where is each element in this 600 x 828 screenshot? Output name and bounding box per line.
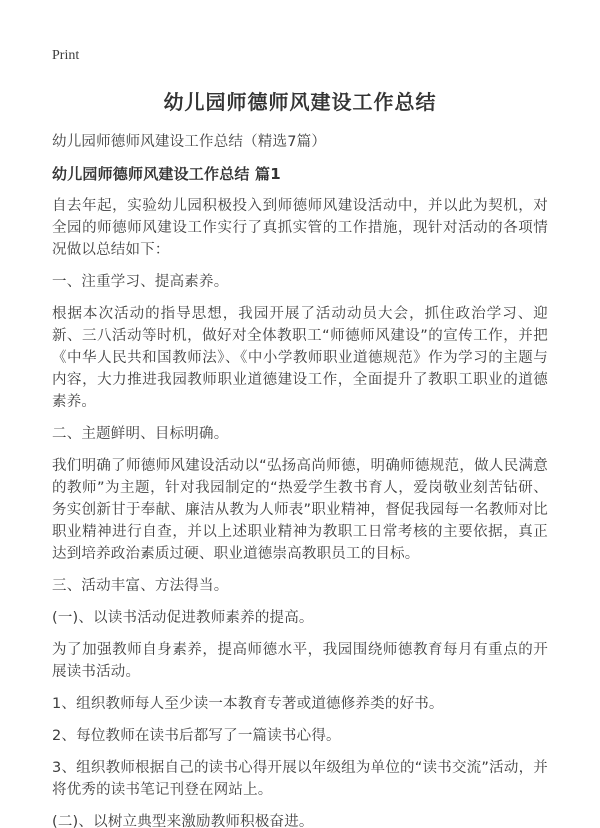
page-title: 幼儿园师德师风建设工作总结 — [163, 90, 437, 114]
list-item-1: 1、组织教师每人至少读一本教育专著或道德修养类的好书。 — [52, 696, 444, 712]
article-heading: 幼儿园师德师风建设工作总结 篇1 — [52, 165, 281, 183]
subsection-1-title: (一)、以读书活动促进教师素养的提高。 — [52, 610, 314, 626]
list-item-2: 2、每位教师在读书后都写了一篇读书心得。 — [52, 728, 341, 744]
subtitle: 幼儿园师德师风建设工作总结（精选7篇） — [52, 134, 327, 150]
subsection-2-title: (二)、以树立典型来激励教师积极奋进。 — [52, 814, 314, 828]
section-1-paragraph: 根据本次活动的指导思想，我园开展了活动动员大会，抓住政治学习、迎新、三八活动等时机，做好对全体教职工“师德师风建设”的宣传工作，并把《中华人民共和国教师法》、《中小学教师职业道德规范》作为学习的主题与内容，大力推进我园教师职业道德建设工作，全面提升了教职工职业的道德素养。 — [52, 306, 548, 410]
section-1-title: 一、注重学习、提高素养。 — [52, 274, 229, 290]
subsection-1-paragraph: 为了加强教师自身素养，提高师德水平，我园围绕师德教育每月有重点的开展读书活动。 — [52, 642, 548, 680]
section-2-paragraph: 我们明确了师德师风建设活动以“弘扬高尚师德，明确师德规范，做人民满意的教师”为主题，针对我园制定的“热爱学生教书育人，爱岗敬业刻苦钻研、务实创新甘于奉献、廉洁从教为人师表”职业精神，督促我园每一名教师对比职业精神进行自查，并以上述职业精神为教职工日常考核的主要依据，真正达到培养政治素质过硬、职业道德崇高教职员工的目标。 — [52, 458, 548, 562]
section-2-title: 二、主题鲜明、目标明确。 — [52, 426, 229, 442]
print-link[interactable]: Print — [52, 48, 80, 63]
list-item-3: 3、组织教师根据自己的读书心得开展以年级组为单位的“读书交流”活动，并将优秀的读书笔记刊登在网站上。 — [52, 760, 548, 798]
intro-paragraph: 自去年起，实验幼儿园积极投入到师德师风建设活动中，并以此为契机，对全园的师德师风建设工作实行了真抓实管的工作措施，现针对活动的各项情况做以总结如下： — [52, 198, 548, 258]
section-3-title: 三、活动丰富、方法得当。 — [52, 578, 229, 594]
